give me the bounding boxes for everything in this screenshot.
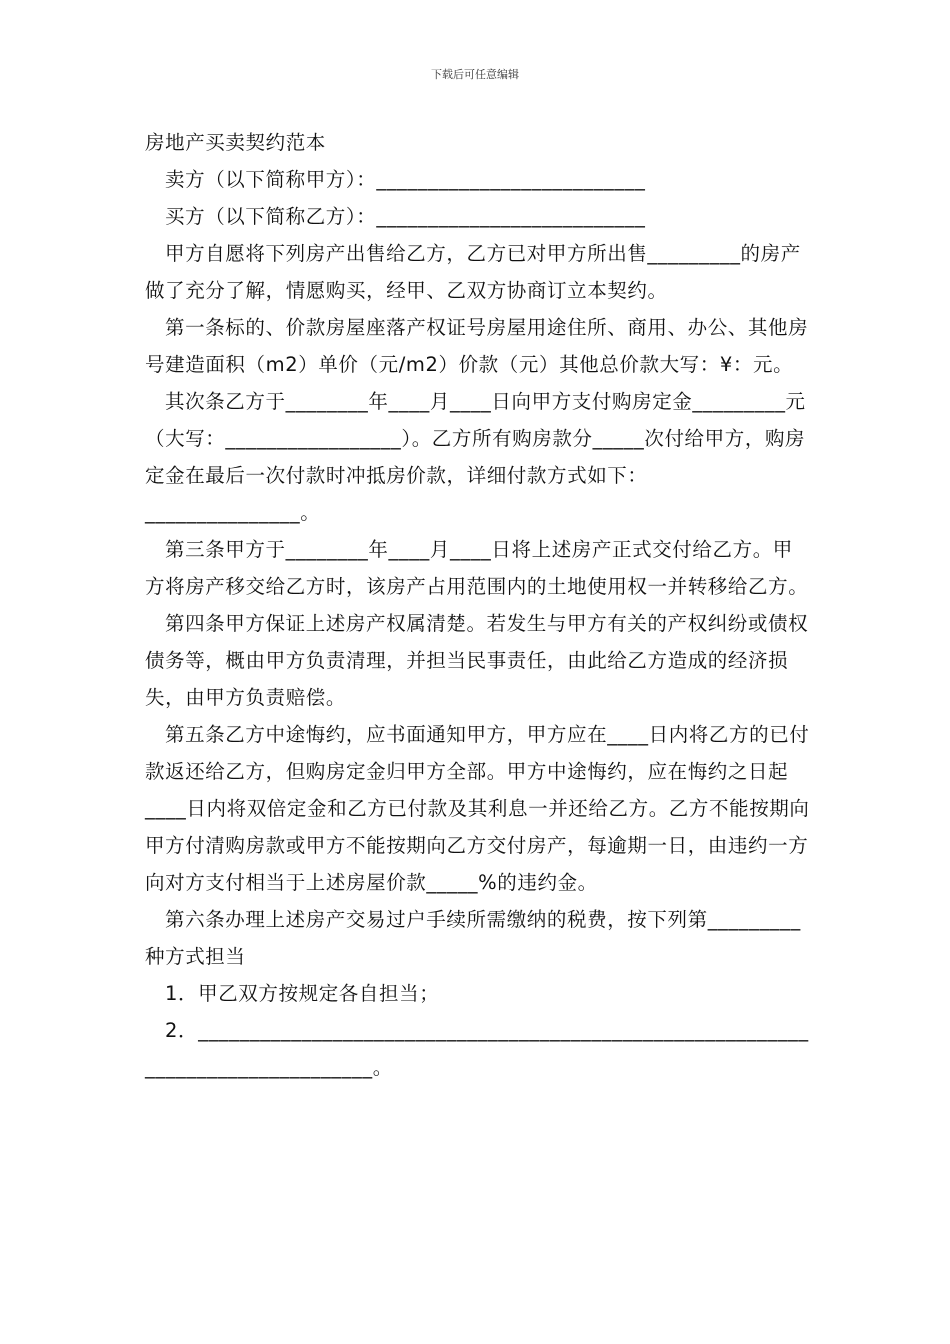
contract-body — [145, 124, 810, 1086]
option-2: 2．_________________________________________________________________________________。 — [145, 1019, 809, 1079]
document-title: 房地产买卖契约范本 — [145, 131, 326, 154]
article-5: 第五条乙方中途悔约，应书面通知甲方，甲方应在____日内将乙方的已付款返还给乙方，但购房定金归甲方全部。甲方中途悔约，应在悔约之日起____日内将双倍定金和乙方已付款及其利息一并还给乙方。乙方不能按期向甲方付清购房款或甲方不能按期向乙方交付房产，每逾期一日，由违约一方向对方支付相当于上述房屋价款_____%的违约金。 — [145, 723, 810, 894]
article-2: 其次条乙方于________年____月____日向甲方支付购房定金_________元（大写：_________________）。乙方所有购房款分_____次付给甲方，购房定金在最后一次付款时冲抵房价款，详细付款方式如下：_______________。 — [145, 390, 806, 524]
option-1: 1．甲乙双方按规定各自担当； — [165, 982, 440, 1005]
article-4: 第四条甲方保证上述房产权属清楚。若发生与甲方有关的产权纠纷或债权债务等，概由甲方负责清理，并担当民事责任，由此给乙方造成的经济损失，由甲方负责赔偿。 — [145, 612, 809, 709]
intro-paragraph: 甲方自愿将下列房产出售给乙方，乙方已对甲方所出售_________的房产做了充分了解，情愿购买，经甲、乙双方协商订立本契约。 — [145, 242, 801, 302]
buyer-line: 买方（以下简称乙方）：__________________________ — [165, 205, 646, 228]
article-6: 第六条办理上述房产交易过户手续所需缴纳的税费，按下列第_________种方式担当 — [145, 908, 801, 968]
article-1: 第一条标的、价款房屋座落产权证号房屋用途住所、商用、办公、其他房号建造面积（m2）单价（元/m2）价款（元）其他总价款大写：¥：元。 — [145, 316, 809, 376]
page-header: 下载后可任意编辑 — [431, 68, 519, 81]
seller-line: 卖方（以下简称甲方）：__________________________ — [165, 168, 646, 191]
article-3: 第三条甲方于________年____月____日将上述房产正式交付给乙方。甲方将房产移交给乙方时，该房产占用范围内的土地使用权一并转移给乙方。 — [145, 538, 809, 598]
